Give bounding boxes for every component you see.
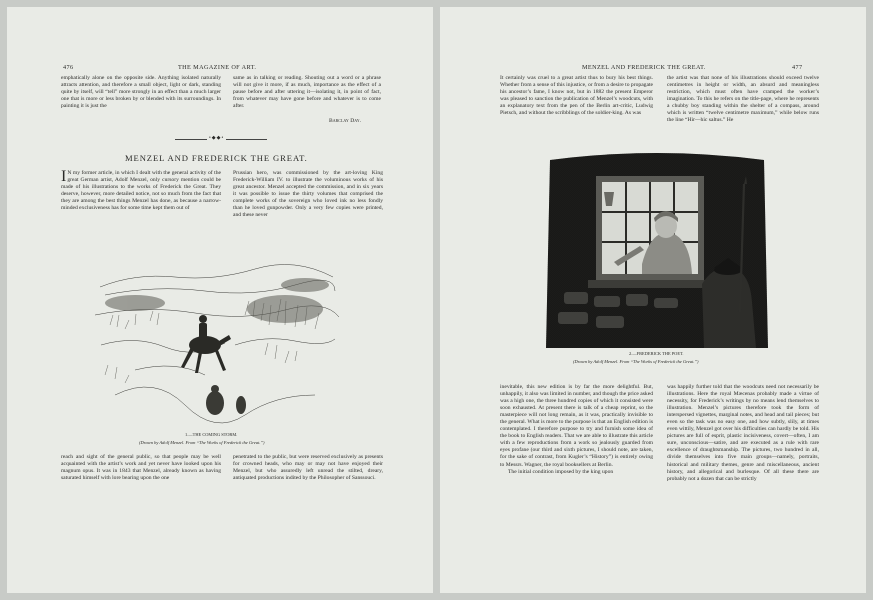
bottom-col1-left: reach and sight of the general public, so that people may be well acquainted with the artist’s work and yet never have looked upon his magnum opus. It was in 1843 that Menzel, already known as having saturated himself with lore bearing upon the one [61, 454, 221, 482]
page-number-right: 477 [792, 64, 803, 71]
prev-article-signature: Barclay Day. [329, 118, 362, 124]
right-bottom-col1: inevitable, this new edition is by far the more delightful. But, unhappily, it also was limited in number, and though the price asked was a high one, the three hundred copies of which it consisted were soon exhausted. At present there is talk of a cheap reprint, so the masterpiece will not long remain, as it was, practically invisible to the general. What is more to the purpose is that an English edition is contemplated. I therefore purpose to try and furnish some idea of the book to English readers. That we are able to illustrate this article with a few reproductions from a work so jealously guarded from eyes profane (our third and sixth pictures, I should note, are taken, for the sake of contrast, from Kugler’s “History”) is entirely owing to Messrs. Wagner, the royal booksellers at Berlin. The initial condition imposed by the king upon [500, 384, 653, 475]
right-bottom-col2: was happily further told that the woodcuts need not necessarily be illustrations. Here the royal Mæcenas probably made a virtue of necessity, for Frederick’s writings by no means lend themselves to illustration. Menzel’s pictures therefore took the form of interspersed vignettes, marginal notes, and head and tail pieces; but even so the task was no easy one, and how subtly, slily, at times even wittily, Menzel got over his difficulties can hardly be told. His pictures are full of esprit, plastic incisiveness, covert—often, I am sure, unconscious—satire, and are executed as a rule with rare excellence of draughtsmanship. The pictures, two hundred in all, divide themselves into five main groups—namely, portraits, historical and military themes, genre and miscellaneous, ancient history, and allegorical and burlesque. Of all these there are probably not a dozen that can be strictly [667, 384, 819, 482]
intro-col1: I N my former article, in which I dealt with the general activity of the great German artist, Adolf Menzel, only cursory mention could be made of his illustrations to the works of Frederick the Great. They deserve, however, more detailed notice, not so much from the fact that they are among the best things Menzel has done, as because a narrow-minded exclusiveness has for some time kept them out of [61, 170, 221, 212]
bottom-col2-left: penetrated to the public, but were reserved exclusively as presents for crowned heads, who may or may not have enjoyed their Menzel, but who assuredly left unread the stilted, dreary, antiquated productions indited by the Philosopher of Sanssouci. [233, 454, 383, 482]
intro-col2: Prussian hero, was commissioned by the art-loving King Frederick-William IV. to illustrate the voluminous works of his great ancestor. Menzel accepted the commission, and in six years it was possible to issue the thirty volumes that comprised the complete works of the sovereign who loved ink no less fondly than he loved gunpowder. Only a very few copies were printed, and these never [233, 170, 383, 219]
right-top-col1: It certainly was cruel to a great artist thus to bury his best things. Whether from a sense of this injustice, or from a desire to propagate his ancestor’s fame, I know not, but in 1882 the present Emperor was pleased to sanction the publication of Menzel’s woodcuts, with an explanatory text from the pen of the Berlin art-critic, Ludwig Pietsch, and without the scribblings of the soldier-king. As was [500, 75, 653, 117]
page-number-left: 476 [63, 64, 74, 71]
running-head-right: MENZEL AND FREDERICK THE GREAT. [582, 64, 706, 71]
prev-article-col1: emphatically alone on the opposite side. Anything isolated naturally attracts attention, and therefore a small object, light or dark, standing quite by itself, will “tell” more strongly in an effect than a much larger one that is more or less broken by or blended with its surroundings. In painting it is just the [61, 75, 221, 110]
right-top-col2: the artist was that none of his illustrations should exceed twelve centimetres in height or width, an absurd and meaningless restriction, which must often have cramped the worker’s imagination. To this he refers on the title-page, where he represents a chubby boy standing within the shelter of a compass, around which is written “twelve centimetre maximum,” while below runs the line “Hir—hic saltus.” He [667, 75, 819, 124]
left-page [7, 7, 433, 593]
figure1-caption: 1.—THE COMING STORM. [185, 432, 238, 437]
divider-ornament-icon: •◆◆• [209, 136, 225, 141]
coming-storm-illustration [95, 255, 339, 431]
figure2-credit: (Drawn by Adolf Menzel. From “The Works of Frederick the Great.”) [573, 359, 699, 364]
right-page [440, 7, 866, 593]
frederick-poet-illustration [544, 152, 770, 348]
figure1-credit: (Drawn by Adolf Menzel. From “The Works of Frederick the Great.”) [139, 440, 265, 445]
figure2-caption: 2.—FREDERICK THE POET. [629, 351, 684, 356]
foreground-figures [206, 385, 246, 415]
running-head-left: THE MAGAZINE OF ART. [178, 64, 257, 71]
drop-cap: I [61, 170, 67, 185]
prev-article-col2: same as in talking or reading. Shouting out a word or a phrase will not give it more, if as much, importance as the effect of a pause before and after uttering it—isolating it, in point of fact, from whatever may have gone before and whatever is to come after. [233, 75, 381, 110]
article-title: MENZEL AND FREDERICK THE GREAT. [125, 153, 308, 163]
